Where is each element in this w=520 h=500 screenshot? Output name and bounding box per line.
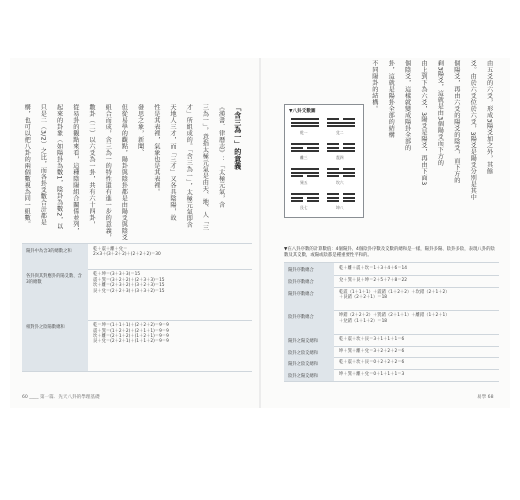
trigram-symbol [291, 118, 319, 129]
row-label: 陽卦中為含3的總數之和 [22, 244, 88, 269]
line-segment [343, 147, 355, 149]
yang-line [327, 172, 355, 174]
yang-line [327, 125, 355, 127]
trigram-symbol [327, 143, 355, 154]
right-page-table [284, 262, 499, 381]
row-label: 陽卦之陽爻總和 [284, 334, 334, 346]
line-segment [343, 118, 355, 120]
line-segment [291, 200, 303, 202]
text-column: 個陽爻，再由六爻的陽爻的陰爻，而下方的 [452, 60, 460, 184]
formula-line: 艮＋兌＝(2＋2＋1)＋(1＋1＋2)＝9＝9 [93, 339, 169, 345]
line-segment [327, 143, 339, 145]
line-segment [327, 200, 339, 202]
row-label: 陰卦序數總合 [284, 275, 334, 287]
table-row [284, 287, 499, 312]
line-segment [327, 168, 339, 170]
text-column: 不同陽卦的結構。 [370, 60, 378, 112]
trigram-name: 震四 [336, 155, 344, 160]
text-column: 發思之象，新聞、 [136, 104, 144, 156]
trigram-symbol [291, 193, 319, 204]
yin-line [327, 118, 355, 120]
yang-line [291, 118, 319, 120]
text-column: 起來的卦象（如陽卦為數1，陰卦為數2，以 [55, 104, 63, 230]
formula-line: 震＋巽＝(3＋2＋2)＋(2＋3＋3)＝15 [93, 277, 165, 283]
line-segment [343, 197, 355, 199]
line-segment [327, 175, 339, 177]
left-page-table [22, 243, 252, 371]
trigram-symbol [327, 193, 355, 204]
text-column: 組合而成，含三為一的特性還有進一步的意義， [104, 104, 112, 241]
yin-line [291, 200, 319, 202]
trigram-diagram [284, 104, 364, 218]
line-segment [307, 200, 319, 202]
row-formula [88, 320, 252, 371]
line-segment [307, 147, 319, 149]
yang-line [291, 122, 319, 124]
text-column: 數卦（二）以六爻為一卦，共有六十四卦， [88, 104, 95, 228]
trigram-name: 兌二 [336, 130, 344, 135]
row-label: 陰卦之陽爻總和 [284, 369, 334, 381]
book-gutter [259, 58, 261, 408]
table-row [22, 244, 252, 270]
formula-line: 乾震（1＋1＋1）＋震錯（1＋2＋2）＋坎錯（2＋1＋2） [339, 289, 450, 295]
text-column: 由上到下為六爻，3陽爻是陽爻，再由下面3 [420, 60, 427, 186]
formula-line: 坎＋離＝(2＋1＋2)＋(1＋2＋1)＝9＝9 [93, 334, 169, 339]
line-segment [327, 147, 339, 149]
formula-line: 乾＋震＋坎＋艮＝0＋2＋2＋2＝6 [339, 360, 405, 366]
yang-line [327, 150, 355, 152]
trigram-name: 乾一 [300, 130, 308, 135]
row-formula [334, 275, 499, 287]
trigram-diagram-title: ▼八卦爻數圖 [289, 109, 316, 114]
line-segment [327, 122, 355, 124]
trigram-symbol [291, 168, 319, 179]
text-column: 天地人三才，而「三才」又各具陰陽，故 [169, 104, 176, 221]
formula-line: 乾＝坤＝(1＋1＋1)＋(2＋2＋2)＝9＝9 [93, 323, 169, 329]
line-segment [291, 118, 319, 120]
formula-line: 艮＋兌＝(2＋2＋3)＋(3＋3＋2)＝15 [93, 288, 165, 294]
trigram-name: 坎六 [336, 180, 344, 185]
line-segment [291, 143, 319, 145]
formula-line: 2×3＋(3＋2＋2)＋(2＋2＋2)＝30 [93, 252, 161, 258]
row-label: 陽卦序數總合 [284, 287, 334, 311]
yang-line [291, 168, 319, 170]
yin-line [327, 143, 355, 145]
trigram-symbol [327, 118, 355, 129]
yang-line [291, 193, 319, 195]
left-page-vertical-text [22, 104, 250, 241]
table-row [284, 310, 499, 335]
text-column: 三為一」，意指太極元氣是由天、地、人「三 [201, 104, 209, 231]
table-row [284, 369, 499, 382]
line-segment [291, 175, 303, 177]
trigram-name: 坤八 [336, 205, 344, 210]
formula-line: 乾＋震＋離＋兌＝ [93, 247, 128, 252]
row-formula [334, 287, 499, 311]
row-label: 陰卦序數總合 [284, 310, 334, 334]
line-segment [327, 118, 339, 120]
formula-line: 乾＋震＋坎＋艮＝3＋1＋1＋1＝6 [339, 336, 405, 342]
yang-line [291, 143, 319, 145]
yin-line [327, 168, 355, 170]
formula-line: 乾＋離＋震＋坎＝1＋3＋4＋6＝14 [339, 266, 407, 271]
formula-line: 坤錯（2＋2＋2）＋巽錯（2＋1＋1）＋離錯（1＋2＋1） [339, 313, 450, 319]
yin-line [327, 200, 355, 202]
table-row [22, 320, 252, 372]
line-segment [343, 200, 355, 202]
text-column: 卦，這就是陽卦全部的結構 [387, 60, 395, 138]
row-label: 各卦與其對應卦的陽爻數、含3的總數 [22, 269, 88, 320]
text-column: 從易卦的觀點來看，這種陰陽組合關係並列， [71, 104, 79, 234]
text-column: 性是其表裡，氣象也是其表裡。 [152, 104, 160, 195]
yin-line [327, 147, 355, 149]
trigram-symbol [291, 143, 319, 154]
row-formula [88, 244, 252, 269]
row-label: 相對卦之陰陽數總和 [22, 320, 88, 371]
yin-line [327, 197, 355, 199]
left-page-folio: 60 ____ 第一篇．先天八卦的學理基礎 [22, 395, 100, 400]
line-segment [291, 147, 303, 149]
line-segment [291, 197, 303, 199]
yang-line [291, 172, 319, 174]
line-segment [343, 168, 355, 170]
row-formula [334, 310, 499, 334]
row-formula [334, 357, 499, 369]
yang-line [291, 125, 319, 127]
text-column: 個陰爻，這樣就變成陽卦全部的 [403, 60, 411, 151]
trigram-name: 離三 [300, 155, 308, 160]
formula-line: 坤＋巽＋離＋兌＝3＋2＋2＋2＝6 [339, 348, 405, 354]
line-segment [327, 193, 339, 195]
line-segment [343, 175, 355, 177]
row-label: 陽卦序數總合 [284, 263, 334, 275]
text-column: 由五爻的六爻，形成3陽爻加之外，其餘 [485, 60, 493, 175]
row-formula [334, 369, 499, 381]
line-segment [307, 197, 319, 199]
trigram-name: 巽五 [300, 180, 308, 185]
text-column: 構，也可以把八卦的兩個數視為同一組數。 [23, 104, 31, 228]
line-segment [327, 125, 355, 127]
text-column: 《漢書．律曆志》：「太極元氣，含 [217, 104, 225, 208]
line-segment [307, 175, 319, 177]
formula-line: 坎＋離＝(2＋3＋2)＋(3＋2＋3)＝15 [93, 283, 165, 289]
row-label: 陰卦之陰爻總和 [284, 346, 334, 358]
line-segment [327, 150, 355, 152]
yang-line [327, 122, 355, 124]
yin-line [291, 197, 319, 199]
line-segment [291, 172, 319, 174]
line-segment [327, 197, 339, 199]
trigram-symbol [327, 168, 355, 179]
formula-line: 兌＋巽＋艮＋坤＝2＋5＋7＋8＝22 [339, 277, 407, 283]
line-segment [291, 150, 319, 152]
row-formula [334, 334, 499, 346]
yang-line [291, 150, 319, 152]
text-column: 但從易學的觀點，陽卦與陰卦都是由陽爻與陰爻 [120, 104, 128, 241]
line-segment [291, 193, 319, 195]
row-formula [334, 263, 499, 275]
yin-line [291, 175, 319, 177]
trigram-name: 艮七 [300, 205, 308, 210]
text-column: 只是二（3/2）之比，而各卦爻數合計都是 [39, 104, 47, 226]
formula-line: 坤＋巽＋離＋兌＝0＋1＋1＋1＝3 [339, 372, 405, 378]
formula-line: 震＋巽＝(1＋2＋2)＋(2＋1＋1)＝9＝9 [93, 328, 169, 334]
line-segment [291, 122, 319, 124]
section-heading: 「含三為一」的意義 [233, 104, 242, 170]
row-formula [88, 269, 252, 320]
figure-caption: ▼在八卦序數的計算數值：4個陽卦、4個陰卦序數及爻數的總和是一樣，陽卦多陽、陰卦多陰，表現八卦的陰數及其爻數，或陽或陰都是種重要性平和的。 [284, 247, 495, 258]
text-column: 剩3陽爻，這就是由3個陽爻而下方的 [436, 60, 444, 166]
formula-line: ＋兌錯（1＋1＋2）＝18 [339, 318, 388, 324]
text-column: 才」所組成的。「含三為一」，太極元氣即含 [185, 104, 193, 228]
formula-line: ＋艮錯（2＋2＋1）＝18 [339, 295, 388, 300]
row-formula [334, 346, 499, 358]
line-segment [291, 125, 319, 127]
table-row [22, 269, 252, 321]
line-segment [343, 143, 355, 145]
formula-line: 乾＋坤＝(3＋3＋3)＝15 [93, 272, 141, 278]
line-segment [327, 172, 355, 174]
right-page-vertical-text [370, 60, 502, 210]
right-page-folio: 易學 68 [477, 395, 494, 400]
row-label: 陽卦之陰爻總和 [284, 357, 334, 369]
yin-line [327, 193, 355, 195]
yin-line [291, 147, 319, 149]
line-segment [343, 193, 355, 195]
yin-line [327, 175, 355, 177]
text-column: 爻。由於六爻位於六爻，3陽爻是陽爻分別是其中 [469, 60, 477, 201]
line-segment [291, 168, 319, 170]
